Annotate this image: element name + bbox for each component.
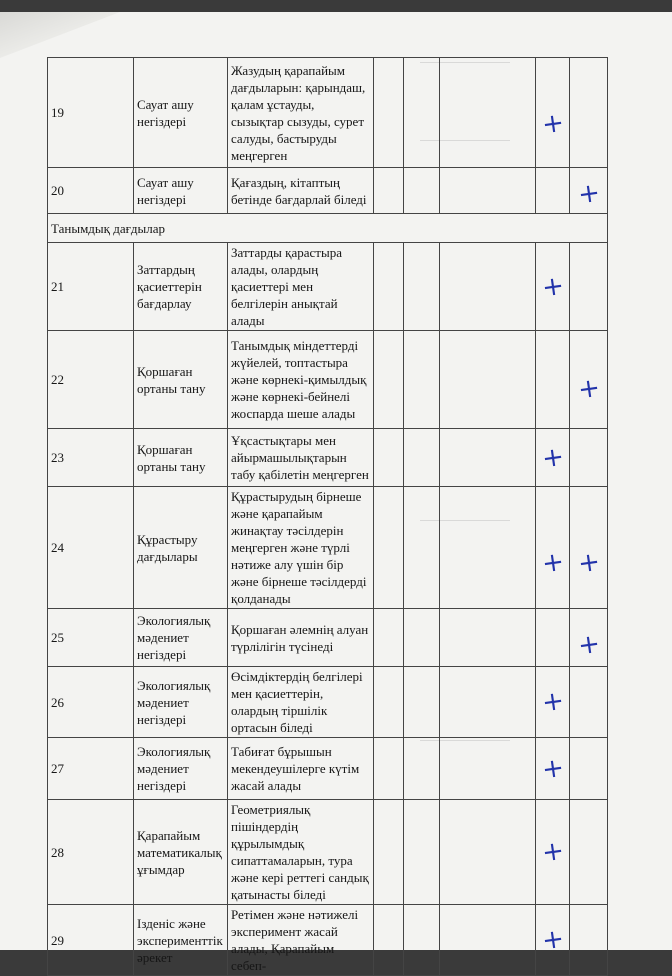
- section-row: [48, 214, 608, 243]
- mark-cell-1[interactable]: [374, 429, 404, 487]
- mark-cell-5[interactable]: [570, 738, 608, 800]
- row-subject: Құрастыру дағдылары: [134, 487, 228, 609]
- mark-cell-4[interactable]: [536, 487, 570, 609]
- mark-cell-1[interactable]: [374, 168, 404, 214]
- mark-cell-2[interactable]: [404, 800, 440, 905]
- table-row: [48, 331, 608, 429]
- table-row: [48, 487, 608, 609]
- mark-cell-3[interactable]: [440, 667, 536, 738]
- handwritten-plus-mark: +: [575, 628, 602, 661]
- row-number: 27: [48, 738, 134, 800]
- row-description: Табиғат бұрышын мекендеушілерге күтім жасай алады: [228, 738, 374, 800]
- handwritten-plus-mark: +: [539, 546, 566, 579]
- row-subject: Қоршаған ортаны тану: [134, 331, 228, 429]
- assessment-table: [47, 57, 608, 976]
- mark-cell-3[interactable]: [440, 331, 536, 429]
- handwritten-plus-mark: +: [539, 685, 566, 719]
- mark-cell-5[interactable]: [570, 487, 608, 609]
- row-number: 25: [48, 609, 134, 667]
- mark-cell-3[interactable]: [440, 168, 536, 214]
- table-row: [48, 429, 608, 487]
- mark-cell-4[interactable]: [536, 58, 570, 168]
- mark-cell-1[interactable]: [374, 667, 404, 738]
- row-number: 21: [48, 243, 134, 331]
- table-row: [48, 243, 608, 331]
- mark-cell-2[interactable]: [404, 168, 440, 214]
- mark-cell-3[interactable]: [440, 905, 536, 976]
- table-row: [48, 738, 608, 800]
- mark-cell-4[interactable]: [536, 243, 570, 331]
- mark-cell-5[interactable]: [570, 331, 608, 429]
- mark-cell-5[interactable]: [570, 667, 608, 738]
- handwritten-plus-mark: +: [539, 752, 566, 785]
- row-subject: Ізденіс және эксперименттік әрекет: [134, 905, 228, 976]
- mark-cell-2[interactable]: [404, 243, 440, 331]
- mark-cell-2[interactable]: [404, 331, 440, 429]
- row-subject: Сауат ашу негіздері: [134, 168, 228, 214]
- mark-cell-3[interactable]: [440, 800, 536, 905]
- table-row: [48, 667, 608, 738]
- handwritten-plus-mark: +: [575, 177, 602, 210]
- row-description: Геометриялық пішіндердің құрылымдық сипаттамаларын, тура және кері реттегі сандық қатынасты біледі: [228, 800, 374, 905]
- row-number: 23: [48, 429, 134, 487]
- mark-cell-3[interactable]: [440, 609, 536, 667]
- mark-cell-3[interactable]: [440, 429, 536, 487]
- mark-cell-1[interactable]: [374, 905, 404, 976]
- handwritten-plus-mark: +: [539, 107, 566, 140]
- mark-cell-5[interactable]: [570, 429, 608, 487]
- rows-bottom: [48, 243, 608, 976]
- mark-cell-2[interactable]: [404, 905, 440, 976]
- table-row: [48, 609, 608, 667]
- table-row: [48, 905, 608, 976]
- mark-cell-1[interactable]: [374, 609, 404, 667]
- handwritten-plus-mark: +: [539, 923, 566, 957]
- row-description: Қоршаған әлемнің алуан түрлілігін түсінеді: [228, 609, 374, 667]
- mark-cell-2[interactable]: [404, 487, 440, 609]
- mark-cell-1[interactable]: [374, 487, 404, 609]
- mark-cell-4[interactable]: [536, 905, 570, 976]
- mark-cell-4[interactable]: [536, 800, 570, 905]
- mark-cell-1[interactable]: [374, 243, 404, 331]
- row-subject: Заттардың қасиеттерін бағдарлау: [134, 243, 228, 331]
- mark-cell-5[interactable]: [570, 905, 608, 976]
- mark-cell-4[interactable]: [536, 609, 570, 667]
- row-description: Ретімен және нәтижелі эксперимент жасай алады, Қарапайым себеп-: [228, 905, 374, 976]
- row-description: Ұқсастықтары мен айырмашылықтарын табу қабілетін меңгерген: [228, 429, 374, 487]
- row-subject: Экологиялық мәдениет негіздері: [134, 738, 228, 800]
- handwritten-plus-mark: +: [539, 270, 566, 303]
- mark-cell-5[interactable]: [570, 168, 608, 214]
- row-subject: Қоршаған ортаны тану: [134, 429, 228, 487]
- mark-cell-1[interactable]: [374, 800, 404, 905]
- row-description: Заттарды қарастыра алады, олардың қасиеттері мен белгілерін анықтай алады: [228, 243, 374, 331]
- table-row: [48, 800, 608, 905]
- row-description: Құрастырудың бірнеше және қарапайым жинақтау тәсілдерін меңгерген және түрлі нәтиже алу үшін бір және бірнеше тәсілдерді қолданады: [228, 487, 374, 609]
- mark-cell-4[interactable]: [536, 738, 570, 800]
- row-description: Өсімдіктердің белгілері мен қасиеттерін, олардың тіршілік ортасын біледі: [228, 667, 374, 738]
- mark-cell-4[interactable]: [536, 429, 570, 487]
- row-number: 26: [48, 667, 134, 738]
- row-number: 22: [48, 331, 134, 429]
- mark-cell-2[interactable]: [404, 738, 440, 800]
- row-subject: Экологиялық мәдениет негіздері: [134, 609, 228, 667]
- table-row: [48, 168, 608, 214]
- mark-cell-4[interactable]: [536, 667, 570, 738]
- section-title: Танымдық дағдылар: [48, 214, 608, 243]
- mark-cell-1[interactable]: [374, 738, 404, 800]
- mark-cell-5[interactable]: [570, 800, 608, 905]
- handwritten-plus-mark: +: [539, 441, 566, 474]
- handwritten-plus-mark: +: [575, 372, 602, 405]
- mark-cell-4[interactable]: [536, 331, 570, 429]
- row-number: 19: [48, 58, 134, 168]
- row-number: 29: [48, 905, 134, 976]
- row-subject: Экологиялық мәдениет негіздері: [134, 667, 228, 738]
- mark-cell-2[interactable]: [404, 429, 440, 487]
- row-description: Танымдық міндеттерді жүйелей, топтастыра және көрнекі-қимылдық және көрнекі-бейнелі жоспарда шеше алады: [228, 331, 374, 429]
- handwritten-plus-mark: +: [575, 546, 602, 579]
- rows-top: [48, 58, 608, 214]
- mark-cell-5[interactable]: [570, 609, 608, 667]
- mark-cell-1[interactable]: [374, 58, 404, 168]
- mark-cell-3[interactable]: [440, 243, 536, 331]
- mark-cell-3[interactable]: [440, 738, 536, 800]
- mark-cell-2[interactable]: [404, 667, 440, 738]
- mark-cell-4[interactable]: [536, 168, 570, 214]
- mark-cell-2[interactable]: [404, 609, 440, 667]
- mark-cell-5[interactable]: [570, 243, 608, 331]
- row-description: Қағаздың, кітаптың бетінде бағдарлай біледі: [228, 168, 374, 214]
- row-number: 24: [48, 487, 134, 609]
- row-number: 28: [48, 800, 134, 905]
- row-subject: Сауат ашу негіздері: [134, 58, 228, 168]
- mark-cell-3[interactable]: [440, 58, 536, 168]
- row-subject: Қарапайым математикалық ұғымдар: [134, 800, 228, 905]
- row-description: Жазудың қарапайым дағдыларын: қарындаш, қалам ұстауды, сызықтар сызуды, сурет салуды, бастыруды меңгерген: [228, 58, 374, 168]
- row-number: 20: [48, 168, 134, 214]
- mark-cell-2[interactable]: [404, 58, 440, 168]
- handwritten-plus-mark: +: [539, 835, 566, 869]
- mark-cell-1[interactable]: [374, 331, 404, 429]
- mark-cell-5[interactable]: [570, 58, 608, 168]
- mark-cell-3[interactable]: [440, 487, 536, 609]
- table-row: [48, 58, 608, 168]
